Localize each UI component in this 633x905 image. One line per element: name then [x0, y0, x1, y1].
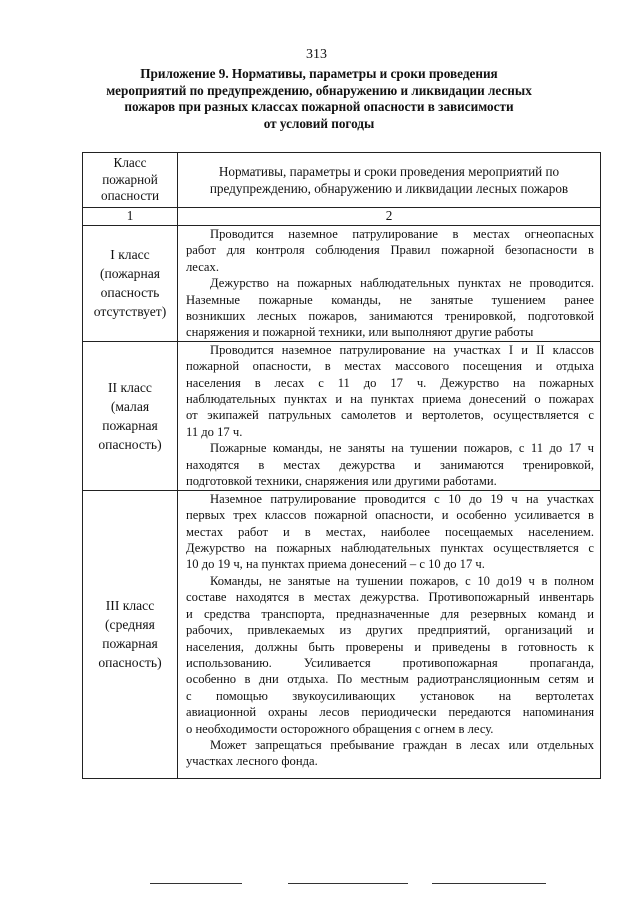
table-row [83, 341, 601, 490]
paragraph-line: работ для контроля соблюдения Правил пожарной безопасности в [186, 243, 594, 258]
paragraph-line: Команды, не занятые на тушении пожаров, с 10 до19 ч в полном [210, 573, 594, 588]
footer-rule [432, 883, 546, 884]
title-line: мероприятий по предупреждению, обнаружению и ликвидации лесных [106, 82, 532, 98]
description-paragraph [186, 440, 594, 489]
paragraph-line: наблюдательных пунктах и на пунктах приема донесений о пожарах [186, 392, 594, 407]
paragraph-line: населения в лесах с 11 до 17 ч. Дежурство на пожарных [186, 375, 594, 390]
paragraph-line: подготовкой техники, снаряжения или другими работами. [186, 474, 497, 489]
footer-rule [288, 883, 408, 884]
paragraph-line: с помощью звукоусиливающих установок на вертолетах [186, 688, 594, 703]
description-cell [178, 226, 601, 342]
paragraph-line: населения, должны быть проверены и приведены в готовность к [186, 639, 594, 654]
paragraph-line: Пожарные команды, не заняты на тушении пожаров, с 11 до 17 ч [210, 441, 594, 456]
paragraph-line: находятся в местах дежурства и занимаются тренировкой, [186, 457, 594, 472]
paragraph-line: от экипажей патрульных самолетов и вертолетов, осуществляется с [186, 408, 594, 423]
column-number-2: 2 [178, 208, 601, 226]
column-number-1: 1 [83, 208, 178, 226]
description-paragraph [186, 491, 594, 573]
description-paragraph [186, 573, 594, 737]
paragraph-line: Дежурство на пожарных наблюдательных пунктах осуществляется с [186, 541, 594, 556]
paragraph-line: местах работ и в местах, наиболее посещаемых населением. [186, 524, 594, 539]
paragraph-line: лесах. [186, 259, 219, 274]
column-number-row [83, 208, 601, 226]
title-line: пожаров при разных классах пожарной опасности в зависимости [124, 99, 514, 114]
paragraph-line: снаряжения и пожарной техники, или выполняют другие работы [186, 325, 534, 340]
paragraph-line: участках лесного фонда. [186, 754, 318, 769]
paragraph-line: 10 до 19 ч, на пунктах приема донесений – с 10 до 17 ч. [186, 557, 485, 572]
paragraph-line: Наземные пожарные команды, не занятые тушением ранее [186, 292, 594, 307]
table-row [83, 226, 601, 342]
paragraph-line: Проводится наземное патрулирование в местах огнеопасных [210, 227, 594, 241]
paragraph-line: Наземное патрулирование проводится с 10 до 19 ч на участках [210, 491, 594, 506]
table-row [83, 490, 601, 778]
description-cell [178, 341, 601, 490]
footer-rule [150, 883, 242, 884]
table-header-row [83, 153, 601, 208]
paragraph-line: особенно в дни отдыха. По местным радиотрансляционным сетям и [186, 672, 594, 687]
paragraph-line: рабочих, привлекаемых из других предприятий, организаций и [186, 623, 594, 638]
paragraph-line: использованию. Усиливается противопожарная пропаганда, [186, 655, 594, 670]
paragraph-line: Проводится наземное патрулирование на участках I и II классов [210, 342, 594, 357]
paragraph-line: 11 до 17 ч. [186, 424, 243, 439]
paragraph-line: возникших лесных пожаров, занимаются тренировкой, подготовкой [186, 309, 594, 324]
paragraph-line: авиационной охраны лесов периодически передаются напоминания [186, 705, 594, 720]
header-description-column: Нормативы, параметры и сроки проведения мероприятий по предупреждению, обнаружению и ликвидации лесных пожаров [178, 153, 601, 208]
paragraph-line: пожарной опасности, в местах массового посещения и отдыха [186, 359, 594, 374]
title-line: от условий погоды [263, 115, 375, 131]
paragraph-line: первых трех классов пожарной опасности, и особенно усиливается в [186, 508, 594, 523]
norms-table [82, 152, 601, 779]
description-paragraph [186, 342, 594, 440]
document-title [95, 66, 543, 132]
description-cell [178, 490, 601, 778]
paragraph-line: о необходимости осторожного обращения с огнем в лесу. [186, 721, 494, 736]
class-cell: III класс (средняя пожарная опасность) [83, 490, 178, 778]
paragraph-line: Может запрещаться пребывание граждан в лесах или отдельных [210, 737, 594, 752]
title-line: Приложение 9. Нормативы, параметры и сроки проведения [140, 66, 498, 81]
page-number: 313 [306, 47, 327, 62]
paragraph-line: составе находятся в местах дежурства. Противопожарный инвентарь [186, 590, 594, 605]
description-paragraph [186, 226, 594, 275]
description-paragraph [186, 275, 594, 341]
description-paragraph [186, 737, 594, 770]
paragraph-line: и средства транспорта, предназначенные для резервных команд и [186, 606, 594, 621]
header-class-column: Класс пожарной опасности [83, 153, 178, 208]
class-cell: I класс (пожарная опасность отсутствует) [83, 226, 178, 342]
paragraph-line: Дежурство на пожарных наблюдательных пунктах не проводится. [210, 276, 594, 291]
class-cell: II класс (малая пожарная опасность) [83, 341, 178, 490]
